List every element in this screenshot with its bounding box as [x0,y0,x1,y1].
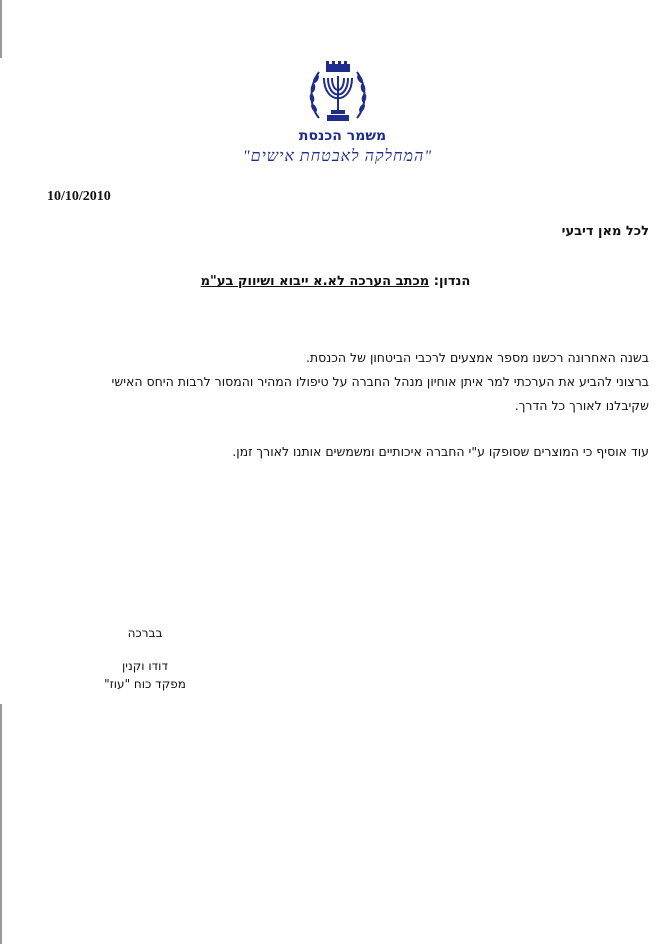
page-edge-line [0,0,2,58]
letter-body [89,346,649,464]
page-edge-line [0,704,2,944]
subject-text: מכתב הערכה לא.א ייבוא ושיווק בע"מ [200,274,430,289]
org-name: משמר הכנסת [298,128,387,144]
recipient-line: לכל מאן דיבעי [561,224,649,239]
knesset-menorah-emblem-icon [305,60,371,126]
closing-greeting: בברכה [127,626,163,640]
paragraph-gap [89,418,649,440]
subject-line [0,274,671,289]
body-paragraph: עוד אוסיף כי המוצרים שסופקו ע"י החברה איכותיים ומשמשים אותנו לאורך זמן. [232,444,649,459]
letter-date: 10/10/2010 [47,189,111,204]
signer-title: מפקד כוח "עוז" [104,677,186,691]
department-name: "המחלקה לאבטחת אישים" [242,148,433,165]
body-paragraph: בשנה האחרונה רכשנו מספר אמצעים לרכבי הביטחון של הכנסת. [305,350,649,365]
subject-prefix: הנדון: [433,274,471,289]
body-paragraph: ברצוני להביע את הערכתי למר איתן אוחיון מנהל החברה על טיפולו המהיר והמסור לרבות היחס האישי שקיבלנו לאורך כל הדרך. [111,374,649,413]
signer-name: דודו וקנין [122,659,168,673]
